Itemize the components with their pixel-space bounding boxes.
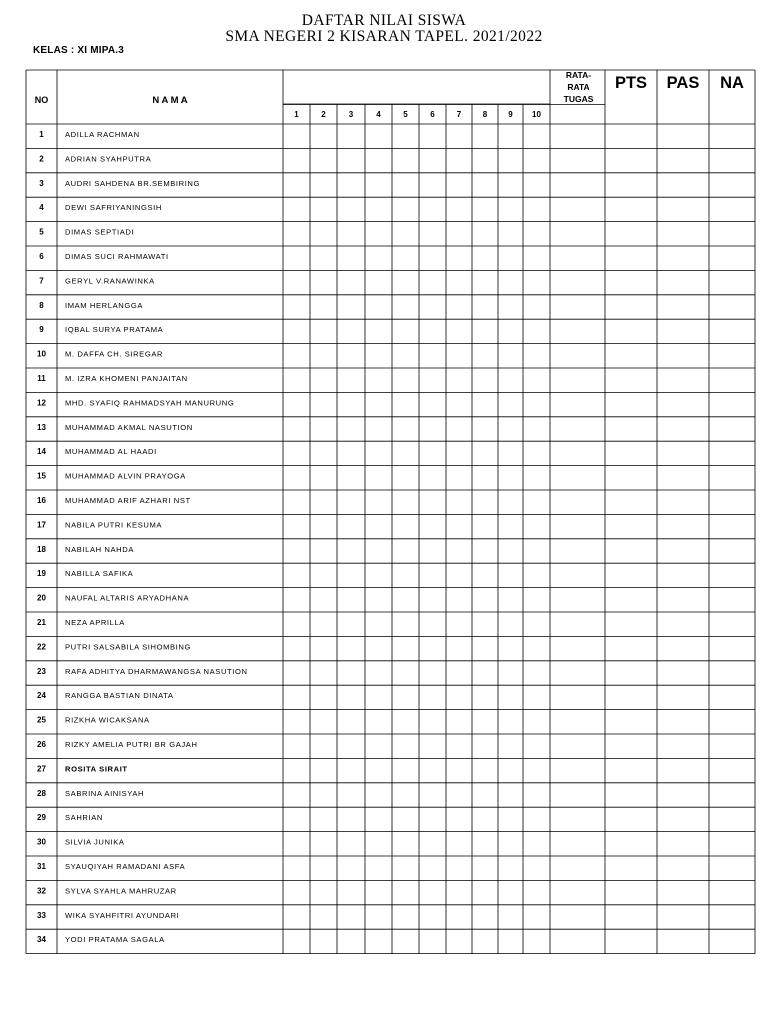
tugas-number-header: 7 [456,110,462,119]
student-name: RIZKHA WICAKSANA [65,715,150,725]
student-name: MUHAMMAD ARIF AZHARI NST [65,496,191,505]
student-number: 26 [37,740,46,749]
column-header-rata-2: RATA [567,82,590,92]
student-number: 10 [37,349,46,359]
student-name: MHD. SYAFIQ RAHMADSYAH MANURUNG [65,398,235,408]
column-header-rata-1: RATA- [565,70,592,80]
student-number: 31 [37,862,46,871]
tugas-number-header: 2 [321,110,326,119]
student-number: 27 [37,764,46,774]
student-name: SAHRIAN [65,813,103,823]
tugas-number-header: 5 [403,110,408,119]
student-number: 2 [39,154,44,164]
student-name: MUHAMMAD AKMAL NASUTION [65,422,193,432]
tugas-number-header: 3 [348,110,354,119]
tugas-number-header: 9 [508,110,513,119]
student-number: 8 [39,300,44,310]
student-number: 12 [37,398,46,408]
student-number: 4 [39,203,44,213]
student-number: 22 [37,642,46,652]
student-name: NABILAH NAHDA [65,544,134,554]
student-name: MUHAMMAD AL HAADI [65,447,157,457]
column-header-pas: PAS [666,74,700,92]
student-name: NEZA APRILLA [65,618,125,627]
student-number: 15 [37,471,46,481]
student-name: GERYL V.RANAWINKA [65,276,155,286]
tugas-number-header: 8 [482,110,488,119]
student-name: YODI PRATAMA SAGALA [65,935,165,945]
column-header-no: NO [34,95,49,105]
student-number: 16 [37,496,46,505]
student-name: DIMAS SUCI RAHMAWATI [65,252,169,261]
student-number: 7 [39,276,44,286]
student-name: RIZKY AMELIA PUTRI BR GAJAH [65,740,198,749]
student-number: 6 [39,252,44,261]
student-name: RAFA ADHITYA DHARMAWANGSA NASUTION [65,666,248,676]
student-number: 34 [37,935,46,945]
column-header-na: NA [720,74,744,92]
student-name: NABILA PUTRI KESUMA [65,520,163,530]
document-subtitle: SMA NEGERI 2 KISARAN TAPEL. 2021/2022 [225,28,543,45]
student-name: IMAM HERLANGGA [65,300,144,310]
student-name: ADILLA RACHMAN [65,130,140,139]
student-number: 30 [37,837,46,847]
student-name: NABILLA SAFIKA [65,569,134,579]
student-number: 20 [37,593,46,603]
tugas-number-header: 1 [294,110,299,119]
student-number: 17 [37,520,46,530]
student-name: DIMAS SEPTIADI [65,227,135,237]
student-name: ROSITA SIRAIT [65,764,128,774]
student-number: 33 [37,910,46,920]
student-name: MUHAMMAD ALVIN PRAYOGA [65,471,186,481]
student-name: SILVIA JUNIKA [65,837,125,847]
column-header-nama: N A M A [152,95,188,106]
tugas-number-header: 4 [376,110,381,119]
student-number: 3 [39,178,44,188]
student-name: AUDRI SAHDENA BR.SEMBIRING [65,178,201,188]
student-name: SYAUQIYAH RAMADANI ASFA [65,862,186,871]
student-number: 32 [37,886,46,896]
student-number: 14 [37,447,46,457]
student-number: 9 [39,325,44,335]
student-name: DEWI SAFRIYANINGSIH [65,203,162,213]
student-name: M. DAFFA CH. SIREGAR [65,349,164,359]
student-name: ADRIAN SYAHPUTRA [65,154,152,164]
student-name: M. IZRA KHOMENI PANJAITAN [65,374,188,383]
student-name: SYLVA SYAHLA MAHRUZAR [65,886,177,896]
student-number: 18 [37,544,46,554]
student-number: 29 [37,813,46,823]
document-title: DAFTAR NILAI SISWA [301,12,467,29]
class-label: KELAS : XI MIPA.3 [33,45,125,56]
student-number: 28 [37,788,46,798]
student-number: 25 [37,715,46,725]
student-number: 24 [37,691,46,701]
student-name: IQBAL SURYA PRATAMA [65,325,164,335]
student-name: WIKA SYAHFITRI AYUNDARI [65,910,180,920]
student-number: 1 [39,130,44,139]
student-number: 21 [37,618,46,627]
student-name: PUTRI SALSABILA SIHOMBING [65,642,191,652]
tugas-number-header: 6 [430,110,435,119]
student-name: RANGGA BASTIAN DINATA [65,691,174,701]
student-number: 23 [37,666,46,676]
column-header-pts: PTS [614,74,648,92]
column-header-rata-3: TUGAS [563,94,594,104]
student-name: SABRINA AINISYAH [65,788,145,798]
tugas-number-header: 10 [532,110,541,119]
student-number: 11 [37,374,46,383]
student-name: NAUFAL ALTARIS ARYADHANA [65,593,190,603]
student-number: 13 [37,422,46,432]
student-number: 19 [37,569,46,579]
student-number: 5 [39,227,44,237]
